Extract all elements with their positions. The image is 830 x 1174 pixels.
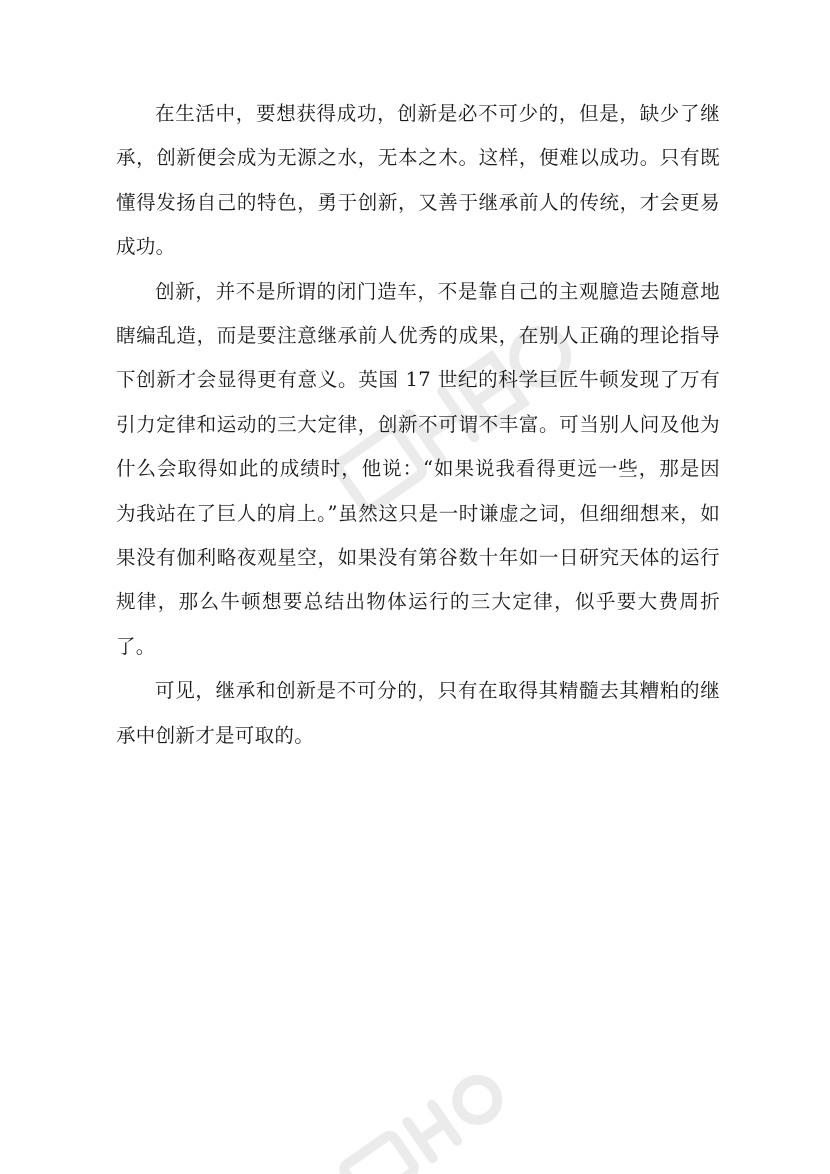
paragraph-1: 在生活中，要想获得成功，创新是必不可少的，但是，缺少了继承，创新便会成为无源之水，无本之木。这样，便难以成功。只有既懂得发扬自己的特色，勇于创新，又善于继承前人的传统，才会更易成功。 [116,102,720,259]
paragraph-3: 可见，继承和创新是不可分的，只有在取得其精髓去其糟粕的继承中创新才是可取的。 [116,679,720,747]
paragraph-2: 创新，并不是所谓的闭门造车，不是靠自己的主观臆造去随意地瞎编乱造，而是要注意继承前人优秀的成果，在别人正确的理论指导下创新才会显得更有意义。英国 17 世纪的科学巨匠牛顿发现了万有引力定律和运动的三大定律，创新不可谓不丰富。可当别人问及他为什么会取得如此的成绩时，他说：“如果说我看得更远一些，那是因为我站在了巨人的肩上。”虽然这只是一时谦虚之词，但细细想来，如果没有伽利略夜观星空，如果没有第谷数十年如一日研究天体的运行规律，那么牛顿想要总结出物体运行的三大定律，似乎要大费周折了。 [116,279,720,658]
body-text [116,92,720,758]
